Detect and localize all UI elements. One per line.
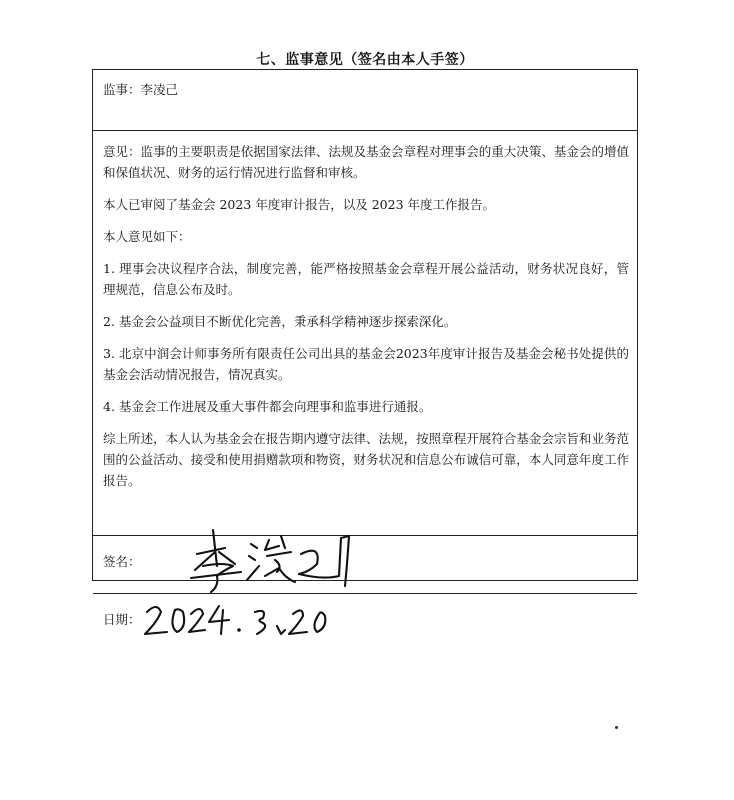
signature-row [93,535,637,593]
section-title: 七、监事意见（签名由本人手签） [256,52,474,68]
supervisor-row [93,70,637,130]
opinion-item-1: 1. 理事会决议程序合法，制度完善，能严格按照基金会章程开展公益活动，财务状况良好，管理规范，信息公布及时。 [103,261,629,297]
opinion-heading: 本人意见如下： [103,229,191,244]
opinion-body [103,141,629,502]
date-row [93,593,637,651]
signature-label: 签名： [103,554,141,569]
opinion-item-4: 4. 基金会工作进展及重大事件都会向理事和监事进行通报。 [103,399,432,414]
supervisor-label: 监事： [103,82,141,97]
opinion-intro: 意见：监事的主要职责是依据国家法律、法规及基金会章程对理事会的重大决策、基金会的增值和保值状况、财务的运行情况进行监督和审核。 [103,144,629,180]
opinion-conclusion: 综上所述，本人认为基金会在报告期内遵守法律、法规，按照章程开展符合基金会宗旨和业务范围的公益活动、接受和使用捐赠款项和物资，财务状况和信息公布诚信可靠，本人同意年度工作报告。 [103,431,629,488]
supervisor-field [103,80,178,98]
opinion-item-2: 2. 基金会公益项目不断优化完善，秉承科学精神逐步探索深化。 [103,314,457,329]
supervisor-name: 李凌己 [140,82,179,97]
handwritten-date [141,600,341,644]
opinion-row [93,130,637,535]
scan-speck [615,726,618,729]
date-label: 日期： [103,612,141,627]
handwritten-signature [183,526,383,598]
supervisor-opinion-form [92,69,638,627]
opinion-reviewed-statement: 本人已审阅了基金会 2023 年度审计报告，以及 2023 年度工作报告。 [103,197,496,212]
opinion-item-3: 3. 北京中润会计师事务所有限责任公司出具的基金会2023年度审计报告及基金会秘书处提供的基金会活动情况报告，情况真实。 [103,346,629,382]
